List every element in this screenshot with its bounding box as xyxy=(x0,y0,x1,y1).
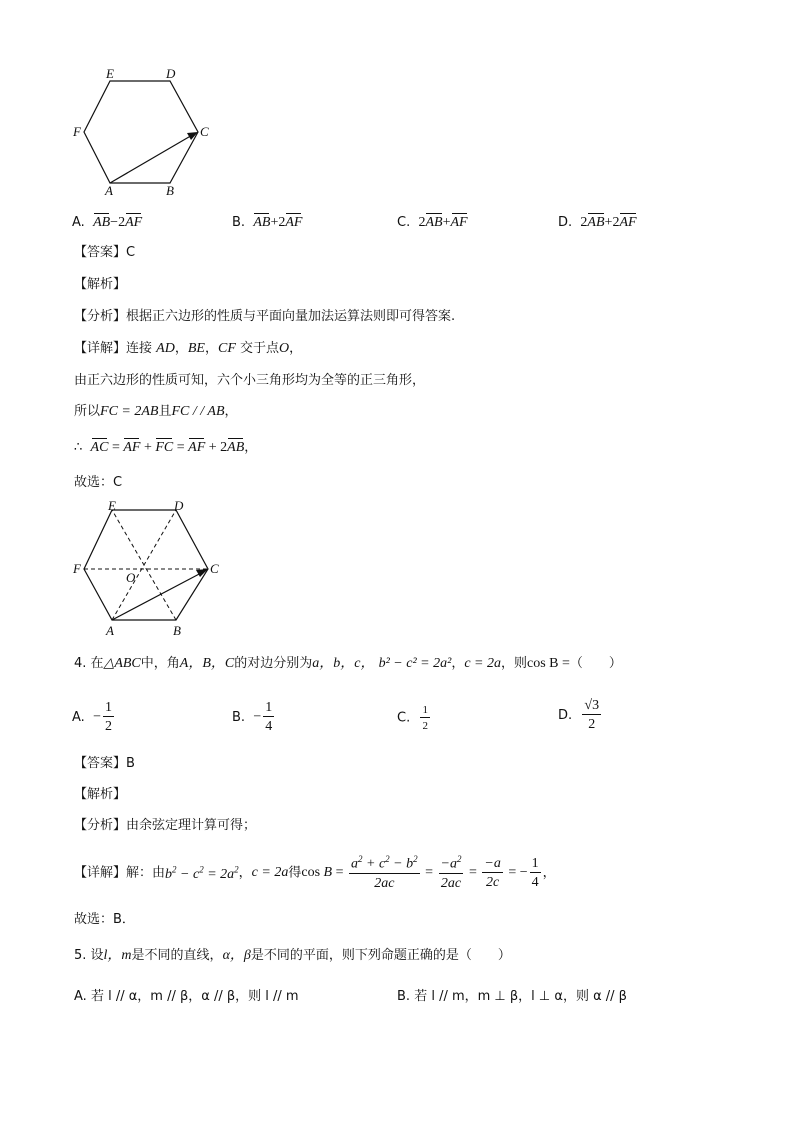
q5-option-a: A. 若 l // α，m // β，α // β，则 l // m xyxy=(74,989,299,1004)
vector-ac xyxy=(110,134,194,183)
label-c: C xyxy=(200,124,209,139)
q4-detail: 【详解】解：由$b^2 - c^2 = 2a^2$，c = 2a得cos B = $\frac{a^2 + c^2 - b^2}{2ac}$ = $\frac{-a^2}{2ac}$ = $\frac{-a}{2c}$ = − $\frac{1}{4}$ ， xyxy=(74,854,556,892)
hexagon-outline-2 xyxy=(84,510,208,620)
q4-option-a: A. − $\frac{1}{2}$ xyxy=(72,700,112,735)
label-e: E xyxy=(106,66,114,81)
q3-fenxi: 【分析】根据正六边形的性质与平面向量加法运算法则即可得答案. xyxy=(74,309,456,324)
hexagon-outline xyxy=(84,81,198,183)
label-d: D xyxy=(166,66,176,81)
q5-option-b: B. 若 l // m，m ⊥ β，l ⊥ α，则 α // β xyxy=(397,989,627,1004)
vector-ac-2-arrowhead xyxy=(196,569,208,577)
q3-line3: 所以FC = 2AB且FC / / AB， xyxy=(74,404,238,419)
q4-option-b: B. − $\frac{1}{4}$ xyxy=(232,700,273,735)
q4-stem: 4. 在△ABC中，角A，B，C的对边分别为a，b，c， b² − c² = 2a²，c = 2a，则cos B =（ ） xyxy=(74,656,622,671)
label-e-2: E xyxy=(108,498,116,513)
q3-detail: 【详解】连接 AD，BE，CF 交于点O， xyxy=(74,341,303,356)
label-f-2: F xyxy=(73,561,81,576)
q4-option-d: D. $\frac{√3}{2}$ xyxy=(558,698,600,733)
q3-line2: 由正六边形的性质可知，六个小三角形均为全等的正三角形， xyxy=(74,373,426,388)
label-f: F xyxy=(73,124,81,139)
q3-answer: 【答案】C xyxy=(74,245,136,260)
q3-option-d: D. 2AB+2AF xyxy=(558,215,637,230)
q5-stem: 5. 设l，m是不同的直线，α，β是不同的平面，则下列命题正确的是（ ） xyxy=(74,948,511,963)
label-b-2: B xyxy=(173,623,181,638)
q3-choose: 故选：C xyxy=(74,475,123,490)
q3-option-c: C. 2AB+AF xyxy=(397,215,468,230)
q4-choose: 故选：B． xyxy=(74,912,135,927)
label-b: B xyxy=(166,183,174,198)
q3-option-b: B. AB+2AF xyxy=(232,215,303,230)
label-c-2: C xyxy=(210,561,219,576)
label-d-2: D xyxy=(174,498,184,513)
q3-analysis-tag: 【解析】 xyxy=(74,277,127,292)
label-o-2: O xyxy=(126,570,136,585)
hexagon-figure-1 xyxy=(70,64,230,199)
label-a-2: A xyxy=(106,623,114,638)
q3-line4-vector-eq: ∴ AC = AF + FC = AF + 2AB， xyxy=(74,440,258,455)
q4-fenxi: 【分析】由余弦定理计算可得； xyxy=(74,818,257,833)
q3-option-a: A. AB−2AF xyxy=(72,215,143,230)
q4-answer: 【答案】B xyxy=(74,756,135,771)
label-a: A xyxy=(105,183,113,198)
q4-option-c: C. $\frac{1}{2}$ xyxy=(397,704,428,733)
hexagon-figure-2 xyxy=(70,498,230,643)
q4-analysis-tag: 【解析】 xyxy=(74,787,127,802)
